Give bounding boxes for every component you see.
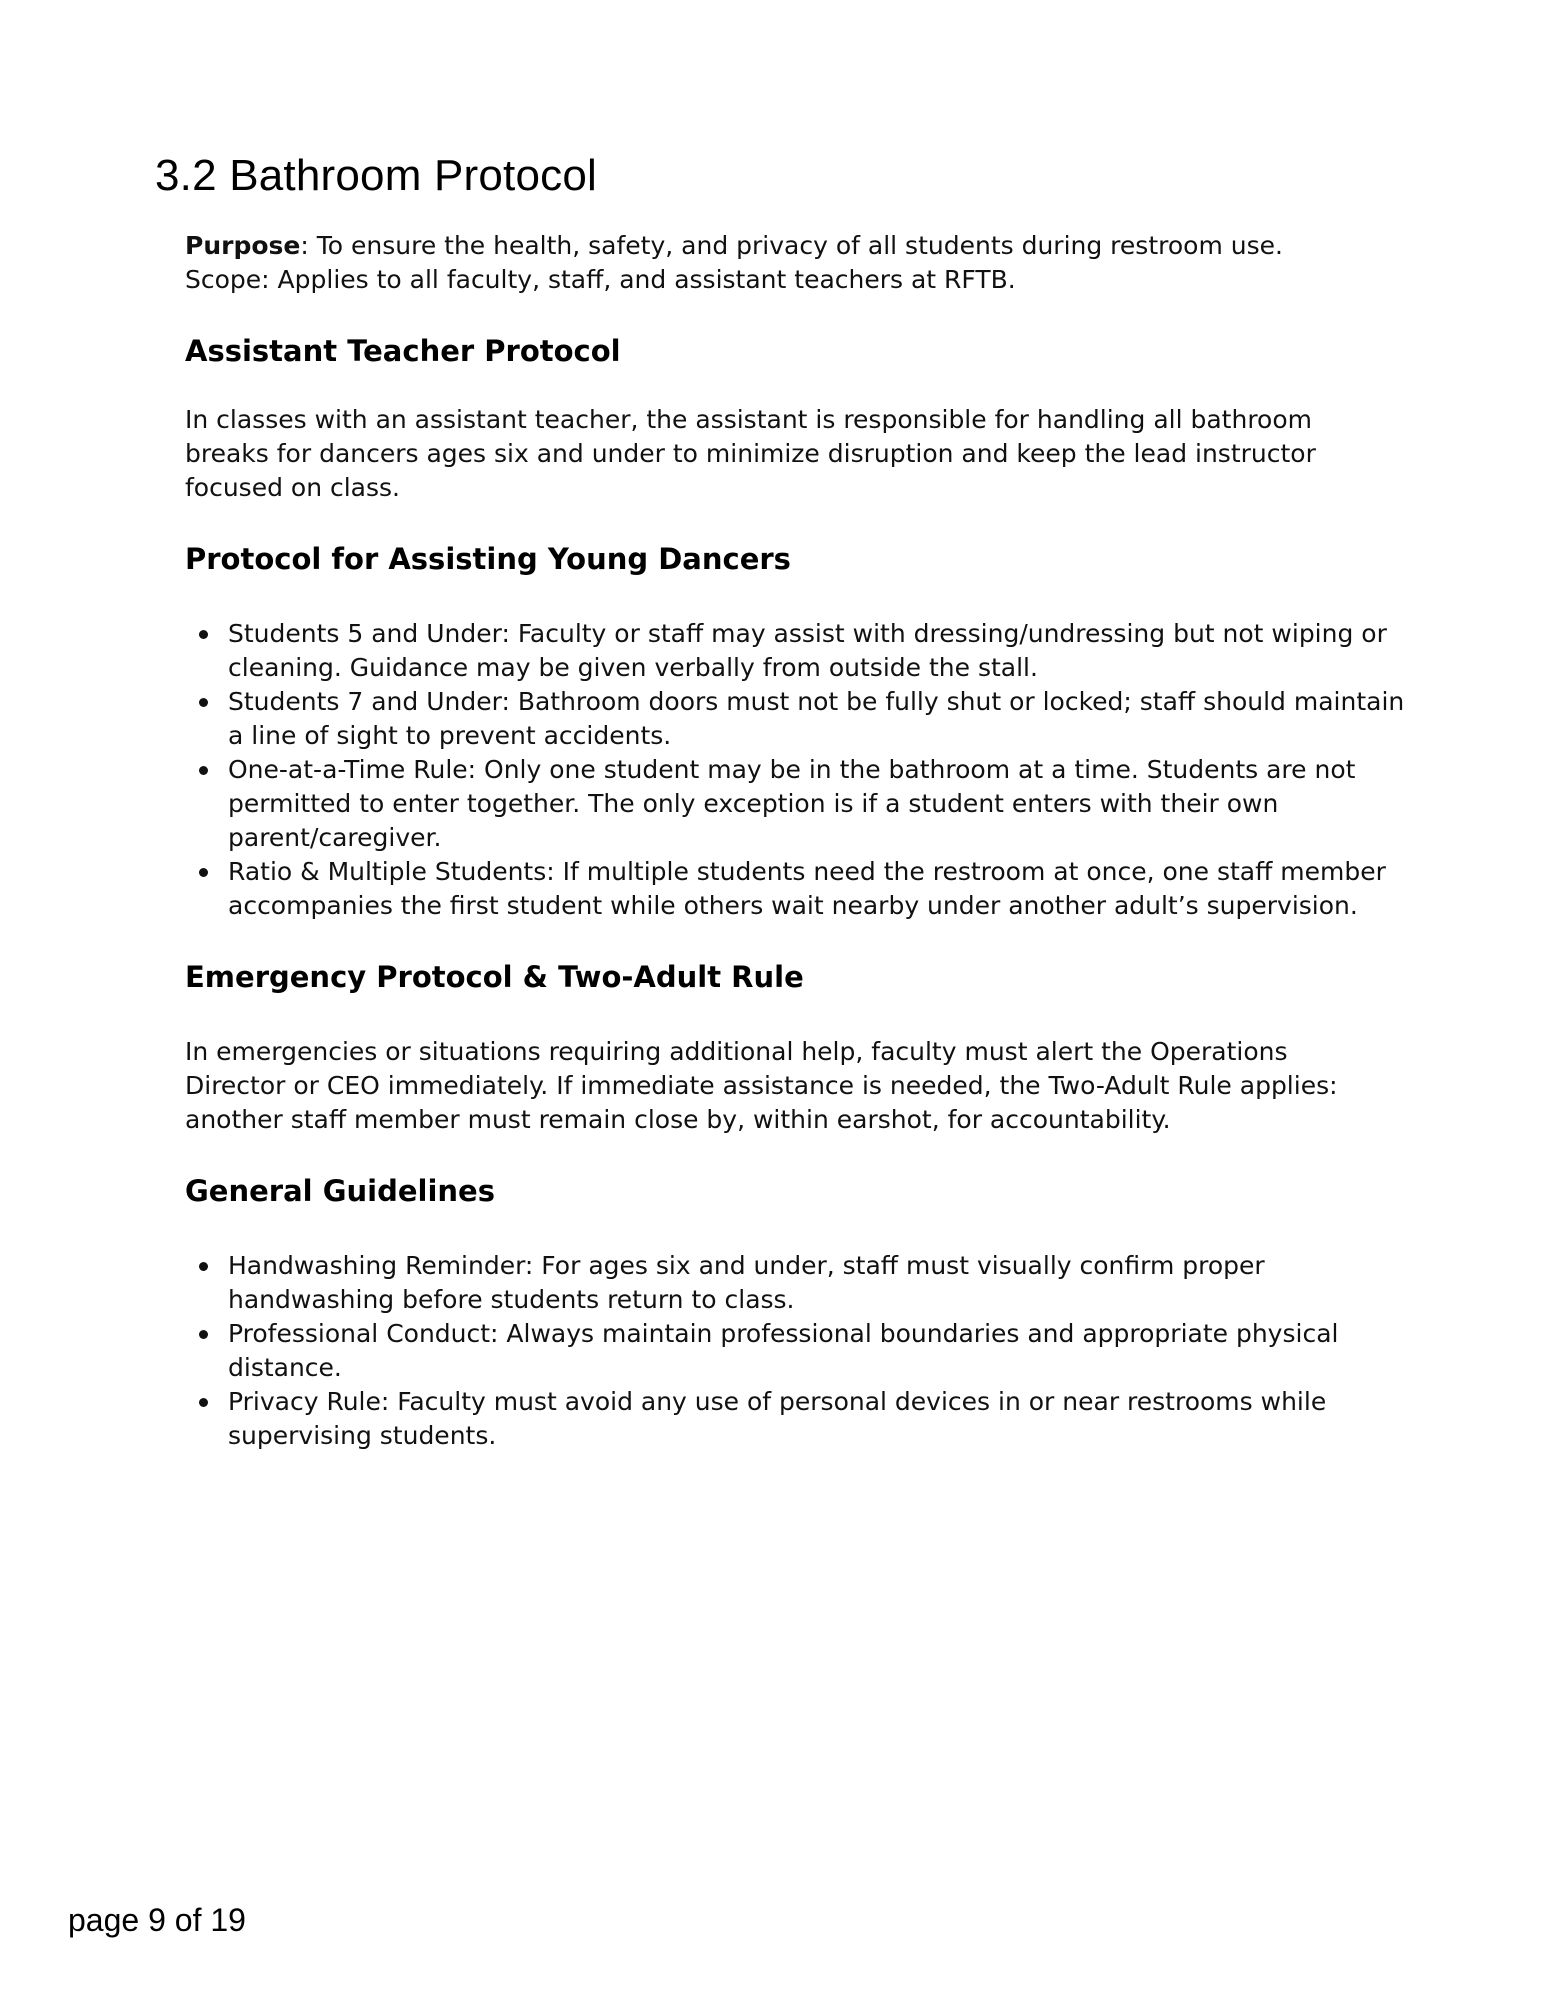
purpose-text: : To ensure the health, safety, and privacy of all students during restroom use.	[300, 231, 1283, 260]
scope-line: Scope: Applies to all faculty, staff, and assistant teachers at RFTB.	[185, 265, 1016, 294]
list-item	[185, 1249, 1408, 1317]
list-item-text: Students 5 and Under: Faculty or staff may assist with dressing/undressing but not wiping or cleaning. Guidance may be given verbally from outside the stall.	[228, 619, 1387, 682]
emergency-paragraph: In emergencies or situations requiring additional help, faculty must alert the Operations Director or CEO immediately. If immediate assistance is needed, the Two-Adult Rule applies: another staff member must remain close by, within earshot, for accountability.	[185, 1037, 1338, 1134]
bullet-icon	[199, 868, 208, 877]
bullet-icon	[199, 630, 208, 639]
assistant-teacher-heading: Assistant Teacher Protocol	[185, 334, 621, 368]
bullet-icon	[199, 766, 208, 775]
list-item	[185, 1385, 1408, 1453]
list-item	[185, 753, 1408, 855]
general-guidelines-list	[185, 1249, 1395, 1453]
list-item-text: Students 7 and Under: Bathroom doors must not be fully shut or locked; staff should maintain a line of sight to prevent accidents.	[228, 687, 1405, 750]
young-dancers-heading: Protocol for Assisting Young Dancers	[185, 542, 791, 576]
purpose-label: Purpose	[185, 231, 301, 260]
emergency-heading: Emergency Protocol & Two-Adult Rule	[185, 960, 804, 994]
list-item	[185, 685, 1408, 753]
general-guidelines-heading: General Guidelines	[185, 1174, 495, 1208]
list-item-text: Professional Conduct: Always maintain professional boundaries and appropriate physical distance.	[228, 1319, 1339, 1382]
list-item-text: Ratio & Multiple Students: If multiple students need the restroom at once, one staff member accompanies the first student while others wait nearby under another adult’s supervision.	[228, 857, 1386, 920]
list-item	[185, 855, 1408, 923]
list-item-text: Privacy Rule: Faculty must avoid any use of personal devices in or near restrooms while supervising students.	[228, 1387, 1327, 1450]
young-dancers-list	[185, 617, 1405, 923]
bullet-icon	[199, 1330, 208, 1339]
page-number: page 9 of 19	[68, 1902, 246, 1938]
list-item-text: Handwashing Reminder: For ages six and under, staff must visually confirm proper handwashing before students return to class.	[228, 1251, 1265, 1314]
list-item-text: One-at-a-Time Rule: Only one student may be in the bathroom at a time. Students are not permitted to enter together. The only exception is if a student enters with their own parent/caregiver.	[228, 755, 1356, 852]
document-body	[185, 229, 1405, 1453]
list-item	[185, 1317, 1408, 1385]
page-title: 3.2 Bathroom Protocol	[155, 151, 597, 200]
bullet-icon	[199, 1398, 208, 1407]
purpose-line	[185, 229, 1395, 263]
assistant-teacher-paragraph: In classes with an assistant teacher, the assistant is responsible for handling all bathroom breaks for dancers ages six and under to minimize disruption and keep the lead instructor focused on class.	[185, 405, 1316, 502]
bullet-icon	[199, 1262, 208, 1271]
list-item	[185, 617, 1408, 685]
bullet-icon	[199, 698, 208, 707]
